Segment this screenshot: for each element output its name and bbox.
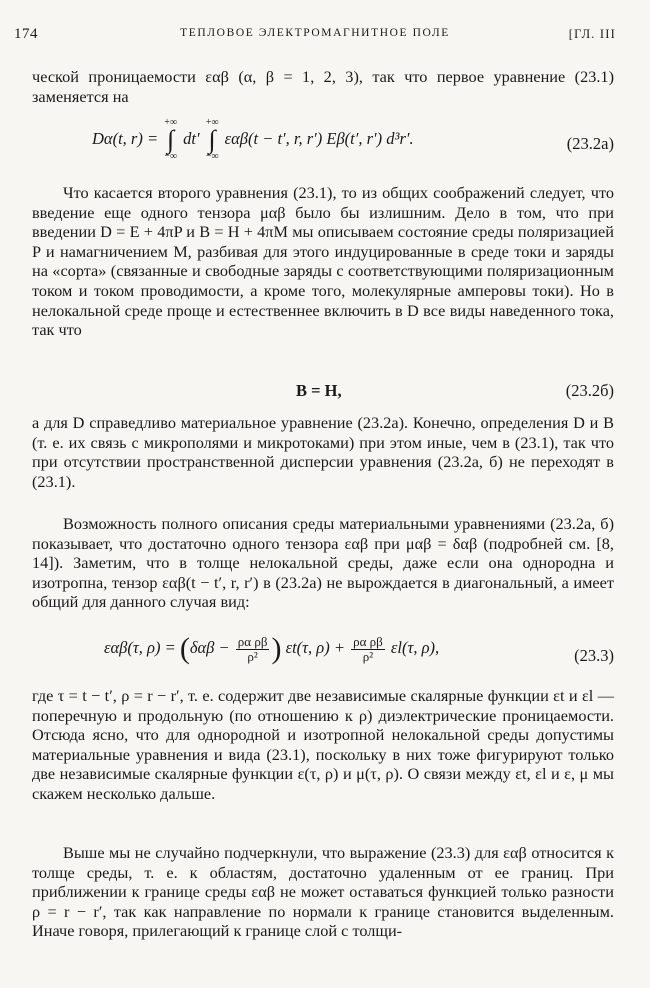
paragraph-4 [32, 514, 614, 612]
fraction: $\frac{\text{ρα ρβ}}{\text{ρ²}}$ [237, 633, 268, 664]
running-header [14, 26, 616, 48]
eq-dt: dt′ [183, 128, 200, 148]
equation-number: (23.2б) [565, 381, 614, 400]
paragraph-2 [32, 183, 614, 340]
paragraph-text: Что касается второго уравнения (23.1), то из общих соображений следует, что введение еще одного тензора μαβ было бы излишним. Дело в том, что при введении D = E + 4πP и B = H + 4πM мы описываем состояние среды поляризацией P и намагничением M, разбивая для этого индуцированные в среде токи и заряды на «сорта» (связанные и свободные заряды с соответствующими поляризационным током и током проводимости, а кроме того, молекулярные амперовы токи). Но в нелокальной среде проще и естественнее включить в D все виды наведенного тока, так что [32, 183, 614, 340]
chapter-marker: [ГЛ. III [568, 27, 616, 41]
equation-23-2b [32, 381, 614, 403]
integral-sign: +∞ ∫ −∞ [164, 117, 177, 162]
paragraph-text: а для D справедливо материальное уравнение (23.2а). Конечно, определения D и B (т. е. их связь с микрополями и микротоками) при этом иные, чем в (23.1), так что при отсутствии пространственной дисперсии уравнения (23.2а, б) не переходят в (23.1). [32, 413, 614, 491]
eq-body: B = H, [296, 381, 342, 400]
eq-longitudinal-term: εl(τ, ρ), [390, 637, 440, 657]
eq-delta: δαβ − [189, 637, 230, 657]
running-title: ТЕПЛОВОЕ ЭЛЕКТРОМАГНИТНОЕ ПОЛЕ [180, 27, 450, 39]
eq-transverse-term: εt(τ, ρ) + [285, 637, 345, 657]
fraction: $\frac{\text{ρα ρβ}}{\text{ρ²}}$ [353, 633, 383, 664]
paragraph-3 [32, 413, 614, 491]
integral-sign: +∞ ∫ −∞ [205, 117, 219, 162]
equation-number: (23.3) [574, 646, 614, 665]
paragraph-text: ческой проницаемости εαβ (α, β = 1, 2, 3), так что первое уравнение (23.1) заменяется на [32, 67, 614, 106]
paragraph-text: Возможность полного описания среды материальными уравнениями (23.2а, б) показывает, что достаточно одного тензора εαβ при μαβ = δαβ (подробней см. [8, 14]). Заметим, что в толще нелокальной среды, даже если она однородна и изотропна, тензор εαβ(t − t′, r, r′) в (23.2а) не вырождается в диагональный, а имеет общий для данного случая вид: [32, 514, 614, 612]
equation-23-3: εαβ(τ, ρ) = (δαβ − $\frac{\text{ρα ρβ}}{\text{ρ²}}$ ) εt(τ, ρ) + $\frac{\text{ρα ρβ}}{\text{ρ²}}$ εl(τ, ρ), (23.3) [104, 632, 614, 665]
equation-number: (23.2а) [566, 134, 614, 153]
paragraph-6 [32, 843, 614, 941]
paragraph-5 [32, 686, 614, 804]
eq-lhs: εαβ(τ, ρ) = [104, 637, 180, 657]
paragraph-1 [32, 67, 614, 106]
page-number: 174 [14, 26, 38, 42]
equation-23-2a [32, 112, 614, 172]
paragraph-text: Выше мы не случайно подчеркнули, что выражение (23.3) для εαβ относится к толще среды, т. е. к областям, достаточно удаленным от ее границ. При приближении к границе среды εαβ не может оставаться функцией только разности ρ = r − r′, так как направление по нормали к границе становится выделенным. Иначе говоря, прилегающий к границе слой с толщи- [32, 843, 614, 941]
eq-lhs: Dα(t, r) = [92, 128, 163, 148]
paragraph-text: где τ = t − t′, ρ = r − r′, т. е. содержит две независимые скалярные функции εt и εl — поперечную и продольную (по отношению к ρ) диэлектрические проницаемости. Отсюда ясно, что для однородной и изотропной нелокальной среды допустимы материальные уравнения и вида (23.1), поскольку в них тоже фигурируют только две независимые скалярные функции ε(τ, ρ) и μ(τ, ρ). О связи между εt, εl и ε, μ мы скажем несколько дальше. [32, 686, 614, 803]
eq-integrand: εαβ(t − t′, r, r′) Eβ(t′, r′) d³r′. [224, 128, 414, 148]
